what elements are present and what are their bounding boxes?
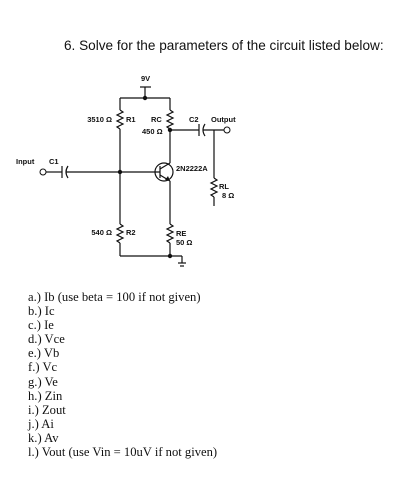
question-item: g.) Ve [28, 374, 58, 389]
r2-name: R2 [126, 228, 136, 237]
re-name: RE [176, 229, 187, 238]
question-item: a.) Ib (use beta = 100 if not given) [28, 290, 201, 304]
node-dot [118, 170, 122, 174]
question-item: h.) Zin [28, 388, 63, 403]
question-item: d.) Vce [28, 332, 65, 347]
r2-value: 540 Ω [91, 228, 112, 237]
rl-name: RL [219, 182, 229, 191]
question-list [28, 290, 217, 459]
input-label: Input [16, 157, 35, 166]
output-label: Output [211, 115, 236, 124]
c2-name: C2 [189, 115, 199, 124]
question-item: f.) Vc [28, 360, 58, 375]
re-value: 50 Ω [176, 238, 193, 247]
node-dot [168, 254, 172, 258]
node-dot [168, 128, 172, 132]
c1-name: C1 [49, 157, 59, 166]
r1-name: R1 [126, 115, 136, 124]
node-dot [143, 96, 147, 100]
rc-value: 450 Ω [142, 127, 163, 136]
question-item: j.) Ai [28, 416, 54, 431]
rl-value: 8 Ω [222, 191, 235, 200]
question-item: c.) Ie [28, 318, 54, 333]
input-terminal [40, 169, 46, 175]
question-item: e.) Vb [28, 346, 60, 361]
question-item: b.) Ic [28, 304, 55, 319]
transistor-label: 2N2222A [176, 164, 208, 173]
output-terminal [224, 127, 230, 133]
r1-value: 3510 Ω [87, 115, 112, 124]
question-item: i.) Zout [28, 402, 66, 417]
problem-title: 6. Solve for the parameters of the circuit listed below: [64, 38, 384, 53]
question-item: k.) Av [28, 430, 59, 445]
supply-label: 9V [141, 74, 151, 83]
rc-name: RC [151, 115, 162, 124]
question-item: l.) Vout (use Vin = 10uV if not given) [28, 445, 218, 460]
